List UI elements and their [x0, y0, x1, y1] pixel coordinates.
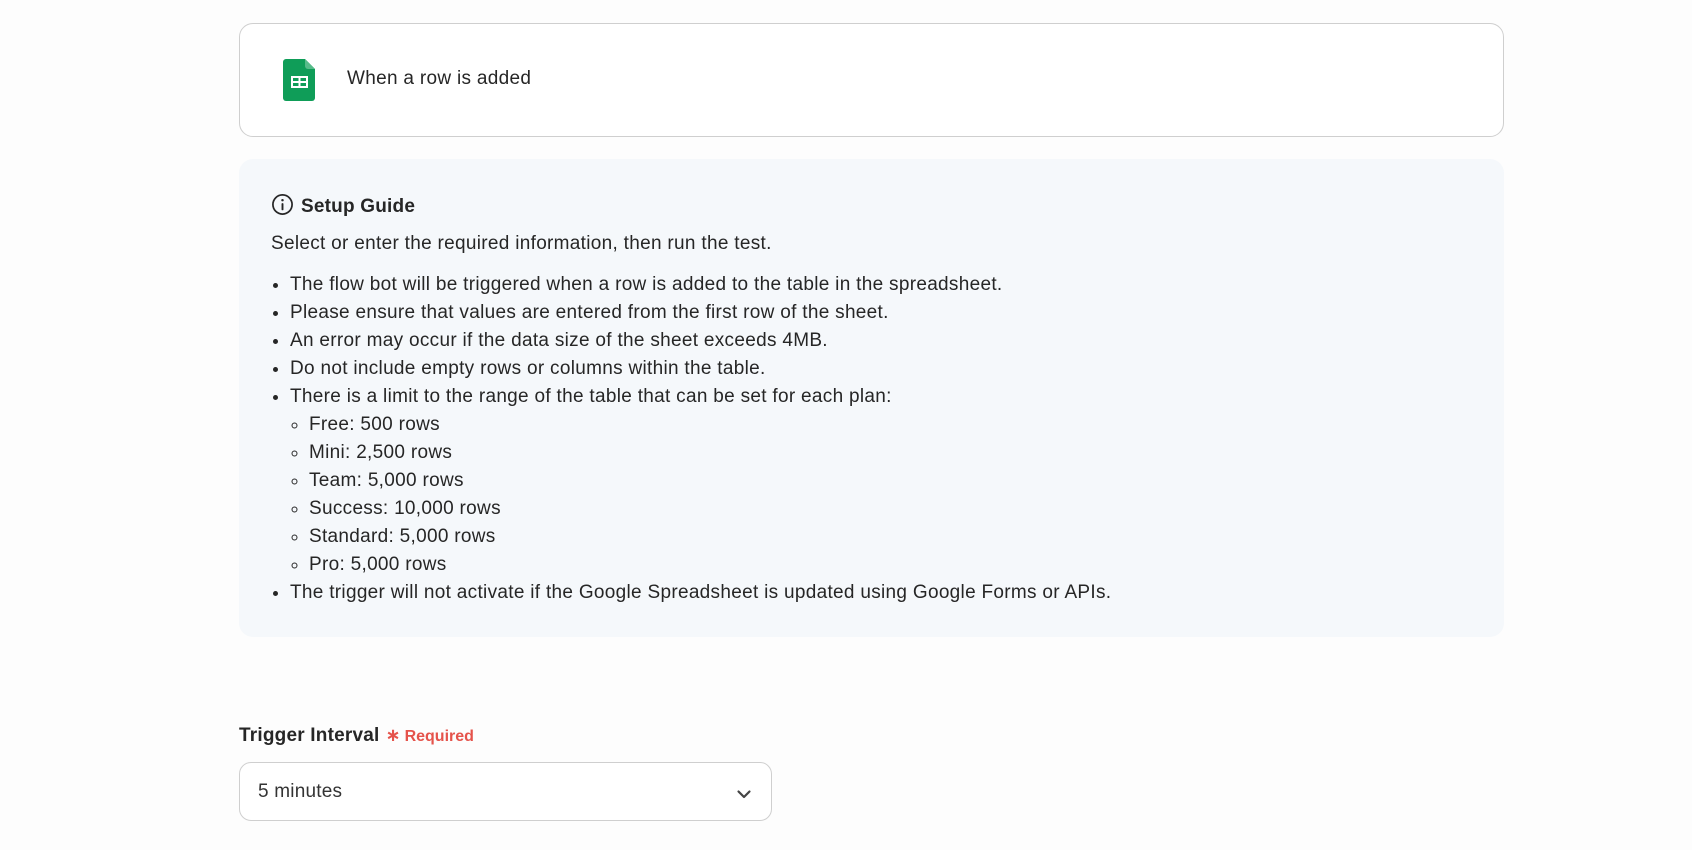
info-icon: [271, 193, 294, 221]
list-item: • The flow bot will be triggered when a row is added to the table in the spreadsheet.: [290, 271, 1111, 299]
plan-limit-item: ◦ Standard: 5,000 rows: [309, 523, 1111, 551]
plan-limit-item: ◦ Pro: 5,000 rows: [309, 551, 1111, 579]
required-badge: [385, 725, 473, 746]
trigger-card[interactable]: [239, 23, 1504, 137]
list-item: • An error may occur if the data size of the sheet exceeds 4MB.: [290, 327, 1111, 355]
list-item: • Do not include empty rows or columns within the table.: [290, 355, 1111, 383]
setup-guide-title: Setup Guide: [301, 196, 416, 217]
plan-limits-list: [290, 411, 1111, 579]
plan-limit-item: ◦ Mini: 2,500 rows: [309, 439, 1111, 467]
list-item-plan-limits: [290, 383, 1111, 579]
setup-guide: [239, 159, 1504, 637]
plan-limit-item: ◦ Free: 500 rows: [309, 411, 1111, 439]
plan-limits-intro: There is a limit to the range of the table that can be set for each plan:: [290, 386, 892, 407]
trigger-interval-value: 5 minutes: [258, 781, 343, 802]
setup-guide-list: [271, 271, 1111, 607]
trigger-interval-label: [239, 725, 474, 747]
setup-guide-header: [271, 193, 415, 221]
list-item: • The trigger will not activate if the Google Spreadsheet is updated using Google Forms or APIs.: [290, 579, 1111, 607]
plan-limit-item: ◦ Team: 5,000 rows: [309, 467, 1111, 495]
asterisk-icon: ∗: [385, 725, 401, 745]
list-item: • Please ensure that values are entered from the first row of the sheet.: [290, 299, 1111, 327]
trigger-interval-label-text: Trigger Interval: [239, 725, 380, 746]
trigger-interval-select[interactable]: [239, 762, 772, 821]
required-text: Required: [404, 728, 474, 745]
plan-limit-item: ◦ Success: 10,000 rows: [309, 495, 1111, 523]
trigger-title: When a row is added: [347, 68, 532, 89]
setup-guide-intro: Select or enter the required information, then run the test.: [271, 233, 772, 254]
